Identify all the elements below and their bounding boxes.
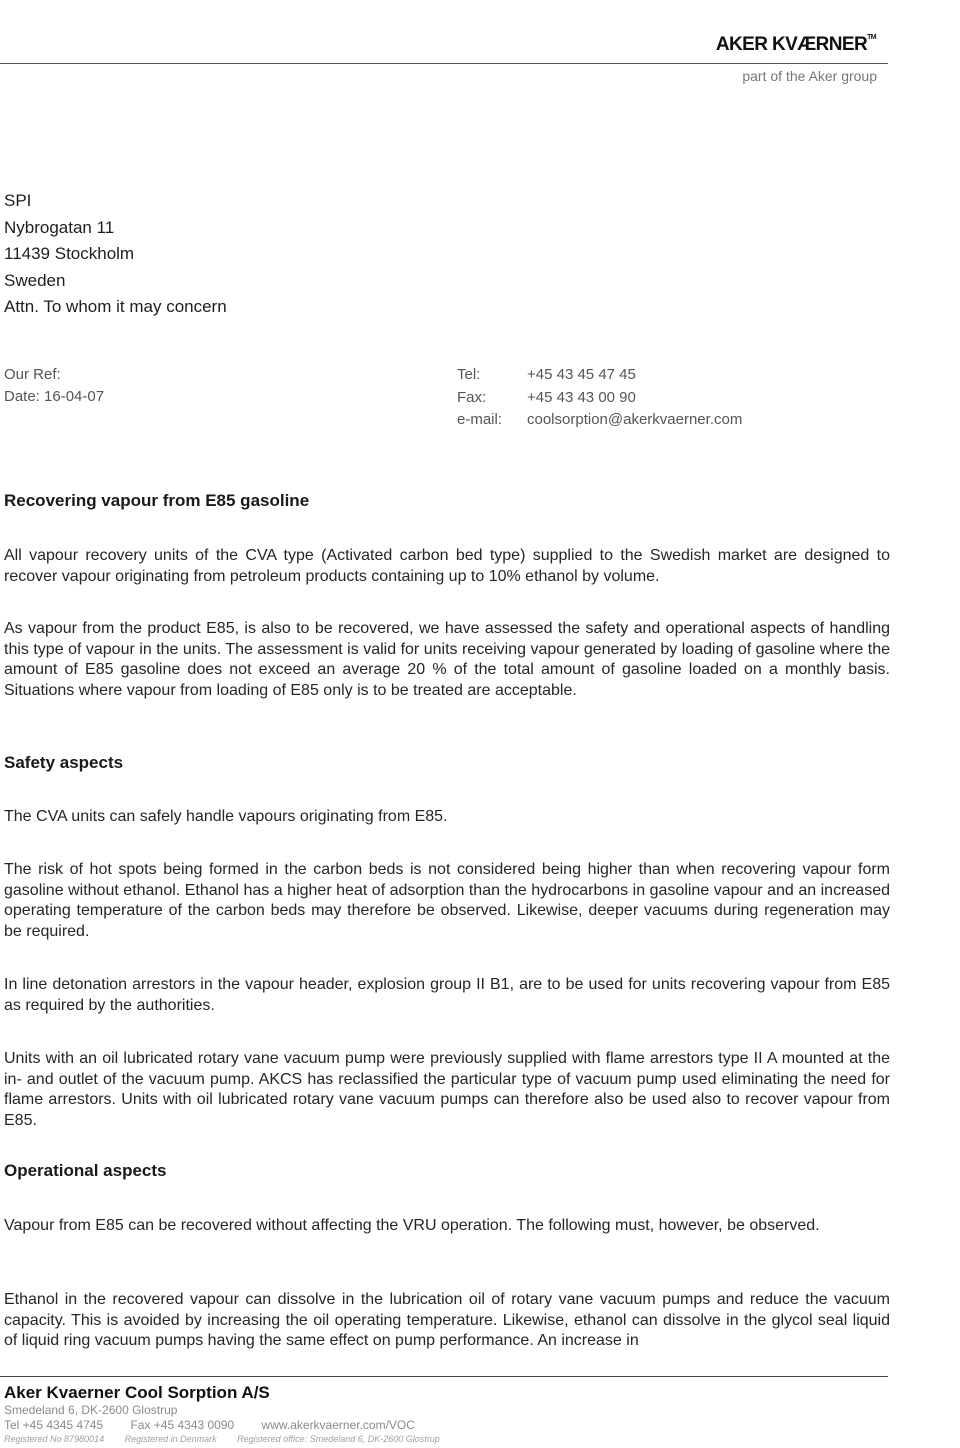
letter-title: Recovering vapour from E85 gasoline (4, 491, 310, 510)
paragraph-assessment: As vapour from the product E85, is also to be recovered, we have assessed the safety and operational aspects of handling this type of vapour in the units. The assessment is valid for units receiving vapour generated by loading of gasoline where the amount of E85 gasoline does not exceed an average 20 % of the total amount of gasoline loaded on a monthly basis. Situations where vapour from loading of E85 only is to be treated are acceptable. (4, 620, 890, 699)
address-line-1: SPI (4, 191, 32, 210)
footer-website[interactable]: www.akerkvaerner.com/VOC (261, 1418, 415, 1432)
email-value[interactable]: coolsorption@akerkvaerner.com (527, 411, 743, 428)
safety-heading: Safety aspects (4, 753, 124, 772)
letter-date: Date: 16-04-07 (4, 388, 105, 405)
footer-registration-number: Registered No 87980014 (4, 1434, 105, 1444)
our-ref: Our Ref: (4, 366, 61, 383)
operational-heading: Operational aspects (4, 1161, 167, 1180)
address-line-4: Sweden (4, 270, 66, 290)
safety-paragraph-1: The CVA units can safely handle vapours originating from E85. (4, 808, 448, 825)
footer-address: Smedeland 6, DK-2600 Glostrup (4, 1403, 178, 1417)
header-tagline: part of the Aker group (742, 68, 877, 84)
footer-tel: Tel +45 4345 4745 (4, 1418, 104, 1432)
footer-fax: Fax +45 4343 0090 (130, 1418, 235, 1432)
footer-company-name: Aker Kvaerner Cool Sorption A/S (4, 1383, 270, 1402)
operational-paragraph-2: Ethanol in the recovered vapour can dissolve in the lubrication oil of rotary vane vacuum pumps and reduce the vacuum capacity. This is avoided by increasing the oil operating temperature. Likewise, ethanol can dissolve in the glycol seal liquid of liquid ring vacuum pumps having the same effect on pump performance. An increase in (4, 1291, 890, 1349)
address-line-3: 11439 Stockholm (4, 244, 135, 263)
reference-block (4, 364, 104, 408)
footer-registration-line (4, 1434, 458, 1444)
tel-value: +45 43 45 47 45 (527, 366, 636, 383)
company-logo (716, 34, 876, 56)
fax-label: Fax: (457, 388, 487, 406)
safety-paragraph-4: Units with an oil lubricated rotary vane vacuum pump were previously supplied with flame arrestors type II A mounted at the in- and outlet of the vacuum pump. AKCS has reclassified the particular type of vacuum pump used eliminating the need for flame arrestors. Units with oil lubricated rotary vane vacuum pumps can therefore also be used also to recover vapour from E85. (4, 1050, 890, 1129)
email-label: e-mail: (457, 411, 503, 428)
logo-trademark: TM (867, 34, 876, 41)
footer-registered-in: Registered in Denmark (124, 1434, 217, 1444)
footer-registered-office: Registered office: Smedeland 6, DK-2600 Glostrup (237, 1434, 440, 1444)
fax-value: +45 43 43 00 90 (527, 388, 636, 406)
safety-paragraph-2: The risk of hot spots being formed in the carbon beds is not considered being higher than when recovering vapour form gasoline without ethanol. Ethanol has a higher heat of adsorption than the hydrocarbons in gasoline vapour and an increased operating temperature of the carbon beds may therefore be observed. Likewise, deeper vacuums during regeneration may be required. (4, 861, 890, 940)
paragraph-intro: All vapour recovery units of the CVA type (Activated carbon bed type) supplied to the Swedish market are designed to recover vapour originating from petroleum products containing up to 10% ethanol by volume. (4, 547, 890, 585)
address-line-2: Nybrogatan 11 (4, 217, 115, 237)
contact-block (457, 364, 742, 432)
header-divider (0, 63, 888, 64)
operational-paragraph-1: Vapour from E85 can be recovered without affecting the VRU operation. The following must, however, be observed. (4, 1217, 820, 1234)
safety-paragraph-3: In line detonation arrestors in the vapour header, explosion group II B1, are to be used for units recovering vapour from E85 as required by the authorities. (4, 976, 890, 1014)
tel-label: Tel: (457, 366, 481, 383)
footer-contact-line (4, 1418, 439, 1432)
recipient-address (4, 188, 227, 321)
logo-text: AKER KVÆRNER (715, 34, 868, 55)
address-attention: Attn. To whom it may concern (4, 297, 227, 316)
footer-divider (0, 1376, 888, 1377)
